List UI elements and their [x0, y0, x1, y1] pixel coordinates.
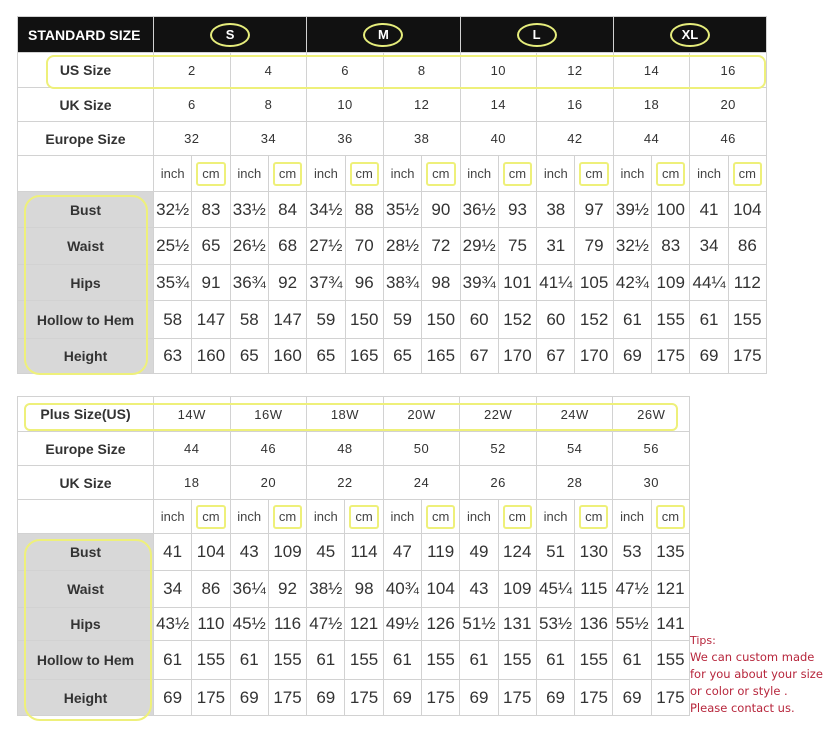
measurement-value: 36¾ [230, 265, 268, 301]
unit-inch: inch [230, 500, 268, 534]
measurement-value: 53½ [536, 608, 574, 641]
measurement-value: 135 [651, 534, 689, 571]
unit-inch: inch [307, 500, 345, 534]
measurement-label: Bust [18, 192, 154, 228]
measurement-value: 61 [230, 641, 268, 680]
measurement-value: 150 [422, 301, 460, 339]
unit-cm-cell [268, 500, 306, 534]
measurement-value: 155 [422, 641, 460, 680]
measurement-label: Hollow to Hem [18, 641, 154, 680]
size-row [18, 432, 690, 466]
tips-line: or color or style . [690, 684, 788, 698]
measurement-value: 83 [192, 192, 230, 228]
measurement-value: 109 [268, 534, 306, 571]
measurement-row [18, 339, 767, 374]
measurement-value: 35¾ [154, 265, 192, 301]
unit-cm-cell [575, 500, 613, 534]
measurement-value: 105 [575, 265, 613, 301]
measurement-value: 98 [422, 265, 460, 301]
unit-cm: cm [579, 162, 608, 186]
unit-inch: inch [460, 156, 498, 192]
measurement-label: Bust [18, 534, 154, 571]
size-group-cell [154, 17, 307, 53]
size-row-label: UK Size [18, 88, 154, 122]
measurement-value: 155 [498, 641, 536, 680]
measurement-value: 175 [651, 680, 689, 716]
measurement-value: 100 [652, 192, 690, 228]
size-value: 38 [383, 122, 460, 156]
measurement-value: 170 [498, 339, 536, 374]
measurement-value: 119 [422, 534, 460, 571]
measurement-value: 44¼ [690, 265, 728, 301]
measurement-value: 101 [498, 265, 536, 301]
measurement-value: 65 [192, 228, 230, 265]
measurement-value: 155 [192, 641, 230, 680]
tips-line: We can custom made [690, 650, 815, 664]
unit-inch: inch [460, 500, 498, 534]
unit-cm-cell [652, 156, 690, 192]
size-row-label: US Size [18, 53, 154, 88]
measurement-value: 61 [536, 641, 574, 680]
unit-cm-cell [728, 156, 766, 192]
measurement-value: 91 [192, 265, 230, 301]
unit-cm: cm [503, 162, 532, 186]
measurement-value: 165 [345, 339, 383, 374]
size-value: 16 [690, 53, 767, 88]
measurement-value: 97 [575, 192, 613, 228]
size-value: 46 [690, 122, 767, 156]
measurement-value: 69 [613, 339, 651, 374]
unit-cm-cell [651, 500, 689, 534]
unit-inch: inch [537, 156, 575, 192]
measurement-value: 155 [268, 641, 306, 680]
measurement-value: 37¾ [307, 265, 345, 301]
size-value: 10 [307, 88, 384, 122]
measurement-value: 61 [154, 641, 192, 680]
measurement-value: 59 [307, 301, 345, 339]
measurement-value: 141 [651, 608, 689, 641]
size-value: 50 [383, 432, 460, 466]
size-value: 18 [154, 466, 231, 500]
measurement-value: 55½ [613, 608, 651, 641]
size-value: 20 [230, 466, 307, 500]
measurement-value: 92 [268, 571, 306, 608]
measurement-value: 47½ [613, 571, 651, 608]
measurement-value: 65 [230, 339, 268, 374]
size-value: 8 [230, 88, 307, 122]
size-row-label: Europe Size [18, 122, 154, 156]
size-value: 2 [154, 53, 231, 88]
measurement-value: 38¾ [383, 265, 421, 301]
measurement-value: 175 [268, 680, 306, 716]
size-value: 56 [613, 432, 690, 466]
measurement-value: 160 [192, 339, 230, 374]
size-value: 12 [537, 53, 614, 88]
measurement-value: 36¼ [230, 571, 268, 608]
size-value: 18 [613, 88, 690, 122]
measurement-value: 61 [307, 641, 345, 680]
measurement-value: 104 [192, 534, 230, 571]
measurement-value: 175 [652, 339, 690, 374]
size-value: 22W [460, 397, 537, 432]
measurement-row [18, 228, 767, 265]
measurement-value: 27½ [307, 228, 345, 265]
measurement-row [18, 534, 690, 571]
measurement-value: 109 [652, 265, 690, 301]
measurement-value: 41 [690, 192, 728, 228]
unit-cm: cm [656, 162, 685, 186]
measurement-row [18, 265, 767, 301]
units-row-label [18, 500, 154, 534]
measurement-value: 43½ [154, 608, 192, 641]
size-value: 26 [460, 466, 537, 500]
measurement-value: 147 [268, 301, 306, 339]
measurement-value: 126 [422, 608, 460, 641]
measurement-value: 61 [613, 301, 651, 339]
measurement-value: 43 [230, 534, 268, 571]
unit-cm: cm [196, 505, 225, 529]
size-group-cell [613, 17, 766, 53]
measurement-value: 53 [613, 534, 651, 571]
measurement-value: 41¼ [537, 265, 575, 301]
size-value: 28 [536, 466, 613, 500]
measurement-value: 175 [345, 680, 383, 716]
measurement-value: 40¾ [383, 571, 421, 608]
units-row-label [18, 156, 154, 192]
size-value: 14W [154, 397, 231, 432]
unit-cm-cell [422, 156, 460, 192]
measurement-label: Height [18, 680, 154, 716]
size-value: 26W [613, 397, 690, 432]
tips-title: Tips: [690, 634, 716, 647]
size-row [18, 88, 767, 122]
unit-inch: inch [613, 500, 651, 534]
size-row [18, 122, 767, 156]
unit-inch: inch [307, 156, 345, 192]
measurement-value: 34 [154, 571, 192, 608]
size-value: 4 [230, 53, 307, 88]
unit-cm: cm [503, 505, 532, 529]
measurement-value: 72 [422, 228, 460, 265]
measurement-value: 61 [690, 301, 728, 339]
size-row-label: Europe Size [18, 432, 154, 466]
measurement-value: 93 [498, 192, 536, 228]
measurement-value: 86 [192, 571, 230, 608]
measurement-value: 175 [422, 680, 460, 716]
measurement-value: 69 [536, 680, 574, 716]
size-value: 52 [460, 432, 537, 466]
measurement-value: 51½ [460, 608, 498, 641]
units-row [18, 156, 767, 192]
measurement-value: 59 [383, 301, 421, 339]
size-value: 48 [307, 432, 384, 466]
unit-cm-cell [345, 500, 383, 534]
measurement-value: 39¾ [460, 265, 498, 301]
size-value: 44 [154, 432, 231, 466]
measurement-value: 26½ [230, 228, 268, 265]
measurement-value: 69 [307, 680, 345, 716]
measurement-value: 152 [575, 301, 613, 339]
measurement-value: 38½ [307, 571, 345, 608]
measurement-label: Height [18, 339, 154, 374]
unit-inch: inch [154, 500, 192, 534]
measurement-value: 68 [268, 228, 306, 265]
measurement-value: 35½ [383, 192, 421, 228]
measurement-value: 160 [268, 339, 306, 374]
unit-cm: cm [349, 505, 378, 529]
unit-cm-cell [498, 156, 536, 192]
tips-line: for you about your size [690, 667, 823, 681]
measurement-value: 69 [460, 680, 498, 716]
measurement-value: 49½ [383, 608, 421, 641]
measurement-value: 67 [460, 339, 498, 374]
tips-line: Please contact us. [690, 701, 795, 715]
size-group-cell [460, 17, 613, 53]
measurement-value: 60 [460, 301, 498, 339]
measurement-value: 92 [268, 265, 306, 301]
measurement-value: 175 [192, 680, 230, 716]
measurement-value: 104 [422, 571, 460, 608]
measurement-value: 47½ [307, 608, 345, 641]
measurement-value: 155 [575, 641, 613, 680]
measurement-row [18, 608, 690, 641]
measurement-value: 69 [230, 680, 268, 716]
measurement-value: 28½ [383, 228, 421, 265]
unit-cm-cell [498, 500, 536, 534]
size-value: 24 [383, 466, 460, 500]
size-value: 16W [230, 397, 307, 432]
plus-size-table [17, 396, 690, 716]
measurement-value: 25½ [154, 228, 192, 265]
unit-cm: cm [579, 505, 608, 529]
measurement-value: 58 [154, 301, 192, 339]
size-value: 34 [230, 122, 307, 156]
size-value: 12 [383, 88, 460, 122]
measurement-value: 116 [268, 608, 306, 641]
measurement-value: 43 [460, 571, 498, 608]
measurement-value: 147 [192, 301, 230, 339]
size-value: 30 [613, 466, 690, 500]
measurement-value: 47 [383, 534, 421, 571]
measurement-value: 175 [498, 680, 536, 716]
unit-cm: cm [273, 505, 302, 529]
measurement-value: 60 [537, 301, 575, 339]
measurement-value: 121 [345, 608, 383, 641]
measurement-value: 96 [345, 265, 383, 301]
size-value: 22 [307, 466, 384, 500]
unit-cm-cell [192, 500, 230, 534]
measurement-value: 32½ [154, 192, 192, 228]
measurement-value: 61 [383, 641, 421, 680]
size-group-cell [307, 17, 460, 53]
measurement-value: 155 [345, 641, 383, 680]
size-value: 6 [154, 88, 231, 122]
measurement-value: 34½ [307, 192, 345, 228]
measurement-value: 88 [345, 192, 383, 228]
size-value: 20W [383, 397, 460, 432]
measurement-value: 79 [575, 228, 613, 265]
measurement-value: 83 [652, 228, 690, 265]
size-value: 40 [460, 122, 537, 156]
measurement-value: 104 [728, 192, 766, 228]
unit-cm: cm [273, 162, 302, 186]
measurement-value: 130 [575, 534, 613, 571]
measurement-value: 32½ [613, 228, 651, 265]
unit-cm-cell [268, 156, 306, 192]
size-value: 18W [307, 397, 384, 432]
unit-inch: inch [383, 156, 421, 192]
size-group-badge: L [517, 23, 557, 47]
unit-inch: inch [536, 500, 574, 534]
measurement-value: 84 [268, 192, 306, 228]
size-value: 20 [690, 88, 767, 122]
size-value: 16 [537, 88, 614, 122]
measurement-value: 67 [537, 339, 575, 374]
size-group-badge: S [210, 23, 250, 47]
size-value: 10 [460, 53, 537, 88]
size-value: 6 [307, 53, 384, 88]
size-row [18, 397, 690, 432]
measurement-row [18, 680, 690, 716]
measurement-value: 155 [728, 301, 766, 339]
size-value: 24W [536, 397, 613, 432]
measurement-value: 42¾ [613, 265, 651, 301]
size-row [18, 466, 690, 500]
measurement-value: 61 [613, 641, 651, 680]
size-value: 54 [536, 432, 613, 466]
measurement-value: 70 [345, 228, 383, 265]
measurement-value: 29½ [460, 228, 498, 265]
measurement-value: 39½ [613, 192, 651, 228]
size-value: 32 [154, 122, 231, 156]
measurement-value: 152 [498, 301, 536, 339]
measurement-value: 175 [575, 680, 613, 716]
measurement-label: Waist [18, 571, 154, 608]
measurement-row [18, 192, 767, 228]
measurement-value: 31 [537, 228, 575, 265]
unit-cm: cm [426, 505, 455, 529]
measurement-value: 58 [230, 301, 268, 339]
measurement-value: 90 [422, 192, 460, 228]
measurement-label: Waist [18, 228, 154, 265]
measurement-row [18, 641, 690, 680]
measurement-value: 49 [460, 534, 498, 571]
measurement-label: Hips [18, 608, 154, 641]
measurement-value: 45½ [230, 608, 268, 641]
measurement-value: 155 [652, 301, 690, 339]
measurement-row [18, 301, 767, 339]
measurement-value: 98 [345, 571, 383, 608]
measurement-value: 112 [728, 265, 766, 301]
unit-cm-cell [345, 156, 383, 192]
measurement-value: 69 [690, 339, 728, 374]
measurement-value: 75 [498, 228, 536, 265]
size-group-badge: M [363, 23, 403, 47]
unit-cm-cell [422, 500, 460, 534]
measurement-value: 65 [307, 339, 345, 374]
size-value: 42 [537, 122, 614, 156]
size-value: 14 [613, 53, 690, 88]
unit-cm-cell [575, 156, 613, 192]
measurement-label: Hips [18, 265, 154, 301]
size-value: 8 [383, 53, 460, 88]
size-value: 46 [230, 432, 307, 466]
measurement-value: 34 [690, 228, 728, 265]
units-row [18, 500, 690, 534]
measurement-value: 45¼ [536, 571, 574, 608]
measurement-value: 41 [154, 534, 192, 571]
size-value: 14 [460, 88, 537, 122]
measurement-value: 38 [537, 192, 575, 228]
unit-inch: inch [690, 156, 728, 192]
unit-cm-cell [192, 156, 230, 192]
measurement-label: Hollow to Hem [18, 301, 154, 339]
tips-note [690, 632, 825, 717]
size-group-badge: XL [670, 23, 710, 47]
measurement-value: 69 [154, 680, 192, 716]
measurement-value: 115 [575, 571, 613, 608]
table-title: STANDARD SIZE [18, 17, 154, 53]
measurement-value: 121 [651, 571, 689, 608]
size-row [18, 53, 767, 88]
unit-inch: inch [230, 156, 268, 192]
measurement-value: 114 [345, 534, 383, 571]
size-row-label: UK Size [18, 466, 154, 500]
measurement-value: 45 [307, 534, 345, 571]
measurement-value: 155 [651, 641, 689, 680]
unit-cm: cm [426, 162, 455, 186]
measurement-value: 33½ [230, 192, 268, 228]
header-row [18, 17, 767, 53]
measurement-value: 69 [383, 680, 421, 716]
measurement-value: 131 [498, 608, 536, 641]
measurement-value: 170 [575, 339, 613, 374]
unit-cm: cm [350, 162, 379, 186]
measurement-value: 51 [536, 534, 574, 571]
measurement-value: 109 [498, 571, 536, 608]
standard-size-table [17, 16, 767, 374]
unit-inch: inch [383, 500, 421, 534]
measurement-value: 63 [154, 339, 192, 374]
size-value: 36 [307, 122, 384, 156]
measurement-value: 110 [192, 608, 230, 641]
measurement-value: 150 [345, 301, 383, 339]
measurement-value: 136 [575, 608, 613, 641]
unit-cm: cm [656, 505, 685, 529]
measurement-value: 36½ [460, 192, 498, 228]
size-value: 44 [613, 122, 690, 156]
measurement-value: 124 [498, 534, 536, 571]
unit-inch: inch [613, 156, 651, 192]
unit-inch: inch [154, 156, 192, 192]
size-row-label: Plus Size(US) [18, 397, 154, 432]
measurement-row [18, 571, 690, 608]
measurement-value: 65 [383, 339, 421, 374]
unit-cm: cm [196, 162, 225, 186]
unit-cm: cm [733, 162, 762, 186]
measurement-value: 175 [728, 339, 766, 374]
measurement-value: 69 [613, 680, 651, 716]
measurement-value: 86 [728, 228, 766, 265]
measurement-value: 165 [422, 339, 460, 374]
measurement-value: 61 [460, 641, 498, 680]
